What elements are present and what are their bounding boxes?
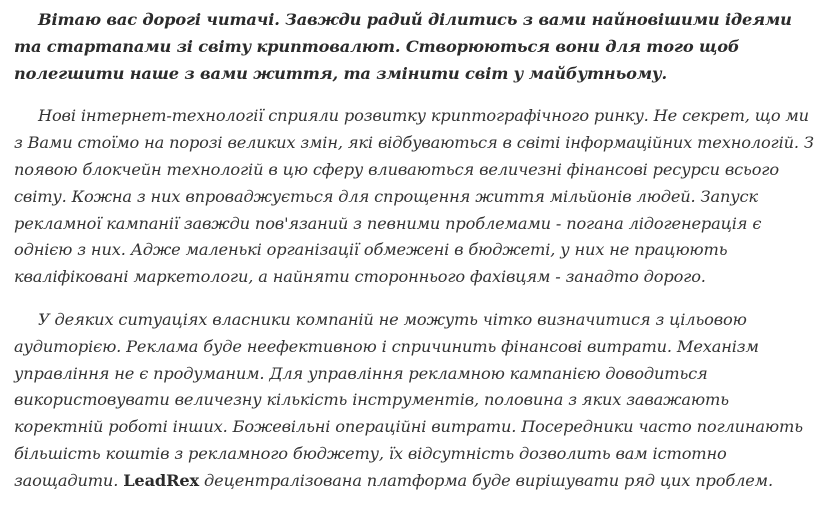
paragraph-advertising-problems <box>14 307 814 495</box>
article-body <box>14 7 814 511</box>
paragraph-internet-technologies: Нові інтернет-технології сприяли розвитку криптографічного ринку. Не секрет, що ми з Вами стоїмо на порозі великих змін, які відбуваються в світі інформаційних технологій. З появою блокчейн технологій в цю сферу вливаються величезні фінансові ресурси всього світу. Кожна з них впроваджується для спрощення життя мільйонів людей. Запуск рекламної кампанії завжди пов'язаний з певними проблемами - погана лідогенерація є однією з них. Адже маленькі організації обмежені в бюджеті, у них не працюють кваліфіковані маркетологи, а найняти стороннього фахівцям - занадто дорого. <box>14 106 814 287</box>
paragraph-text-after-brand: децентралізована платформа буде вирішувати ряд цих проблем. <box>204 470 773 490</box>
paragraph-text-before-brand: У деяких ситуаціях власники компаній не можуть чітко визначитися з цільовою аудиторією. Реклама буде неефективною і спричинить фінансові витрати. Механізм управління не є продуманим. Для управління рекламною кампанією доводиться використовувати величезну кількість інструментів, половина з яких заважають коректній роботі інших. Божевільні операційні витрати. Посередники часто поглинають більшість коштів з рекламного бюджету, їх відсутність дозволить вам істотно заощадити. <box>14 309 803 490</box>
brand-name: LeadRex <box>123 470 200 490</box>
intro-paragraph: Вітаю вас дорогі читачі. Завжди радий ділитись з вами найновішими ідеями та стартапами зі світу криптовалют. Створюються вони для того щоб полегшити наше з вами життя, та змінити світ у майбутньому. <box>14 10 792 83</box>
